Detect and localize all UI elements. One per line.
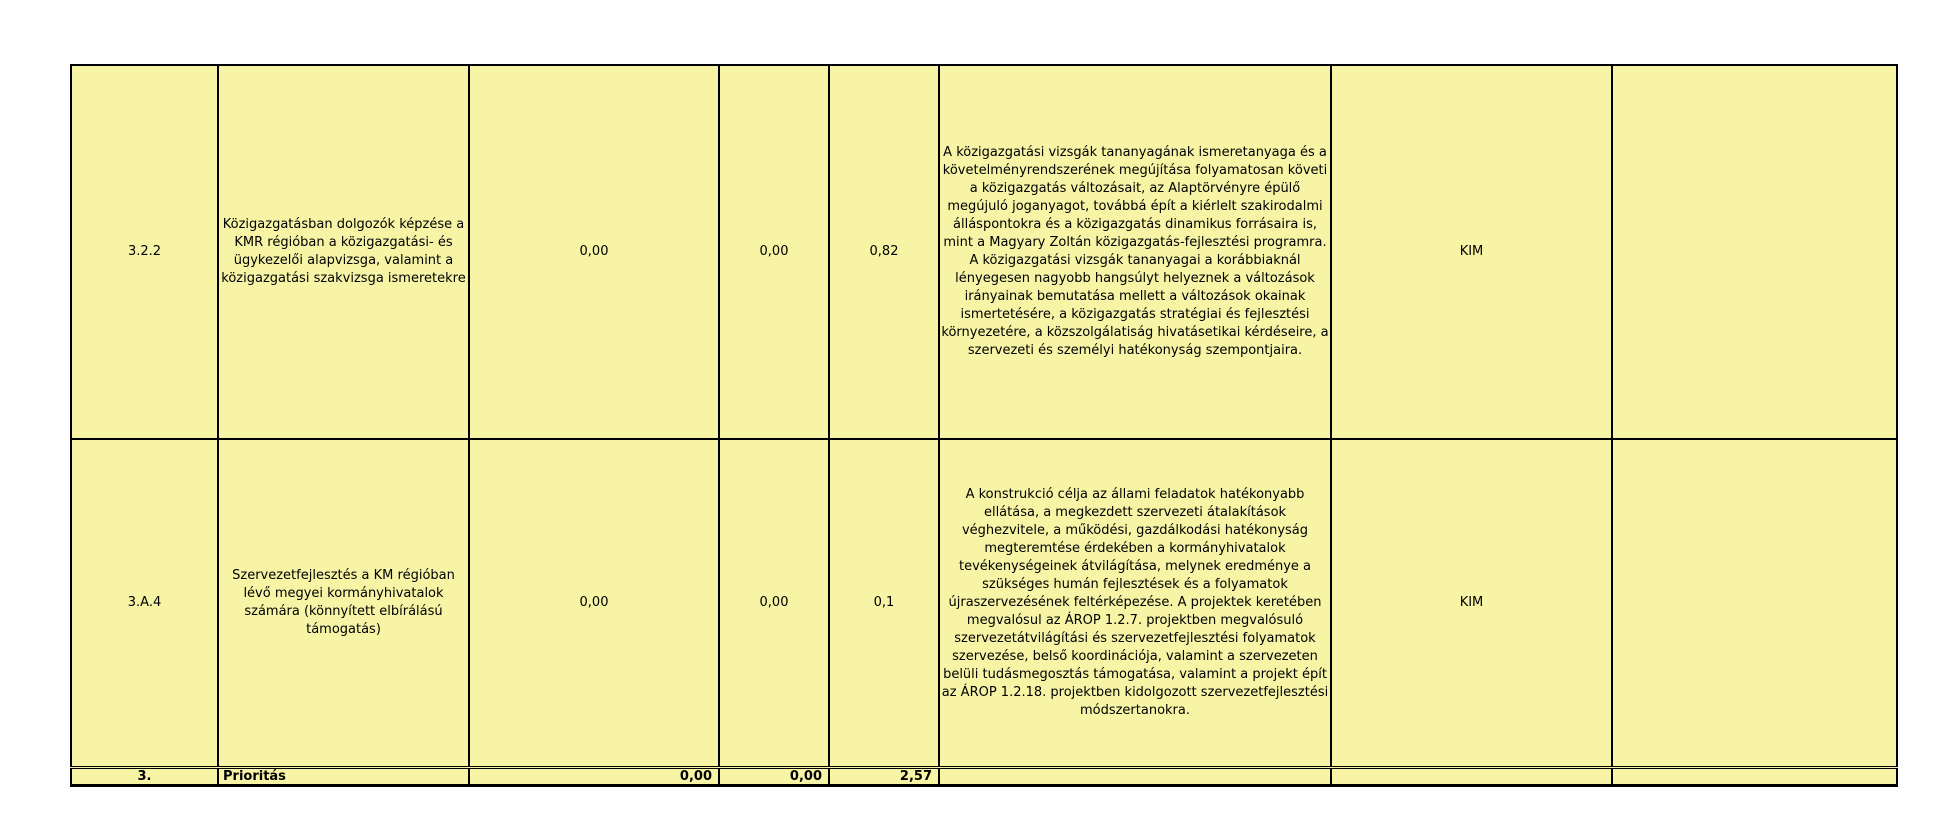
row-value-1: 0,00 [469, 65, 719, 439]
row-note [1612, 65, 1897, 439]
row-note [1612, 439, 1897, 768]
total-empty-1 [939, 768, 1331, 786]
row-code: 3.2.2 [71, 65, 218, 439]
row-description: A konstrukció célja az állami feladatok hatékonyabb ellátása, a megkezdett szervezeti átalakítások véghezvitele, a működési, gazdálkodási hatékonyság megteremtése érdekében a kormányhivatalok tevékenységeinek átvilágítása, melynek eredménye a szükséges humán fejlesztések és a folyamatok újraszervezésének feltérképezése. A projektek keretében megvalósul az ÁROP 1.2.7. projektben megvalósuló szervezetátvilágítási és szervezetfejlesztési folyamatok szervezése, belső koordinációja, valamint a szervezeten belüli tudásmegosztás támogatása, valamint a projekt épít az ÁROP 1.2.18. projektben kidolgozott szervezetfejlesztési módszertanokra. [939, 439, 1331, 768]
total-value-2: 0,00 [719, 768, 829, 786]
row-name: Szervezetfejlesztés a KM régióban lévő megyei kormányhivatalok számára (könnyített elbírálású támogatás) [218, 439, 469, 768]
row-name: Közigazgatásban dolgozók képzése a KMR régióban a közigazgatási- és ügykezelői alapvizsga, valamint a közigazgatási szakvizsga ismeretekre [218, 65, 469, 439]
row-code: 3.A.4 [71, 439, 218, 768]
row-value-3: 0,82 [829, 65, 939, 439]
row-value-2: 0,00 [719, 65, 829, 439]
total-value-3: 2,57 [829, 768, 939, 786]
row-owner: KIM [1331, 439, 1612, 768]
priority-table [70, 64, 1898, 787]
row-value-1: 0,00 [469, 439, 719, 768]
row-description: A közigazgatási vizsgák tananyagának ismeretanyaga és a követelményrendszerének megújítása folyamatosan követi a közigazgatás változásait, az Alaptörvényre épülő megújuló joganyagot, továbbá épít a kiérlelt szakirodalmi álláspontokra és a közigazgatás dinamikus forrásaira is, mint a Magyary Zoltán közigazgatás-fejlesztési programra. A közigazgatási vizsgák tananyagai a korábbiaknál lényegesen nagyobb hangsúlyt helyeznek a változások irányainak bemutatása mellett a változások okainak ismertetésére, a közigazgatás stratégiai és fejlesztési környezetére, a közszolgálatiság hivatásetikai kérdéseire, a szervezeti és személyi hatékonyság szempontjaira. [939, 65, 1331, 439]
row-value-3: 0,1 [829, 439, 939, 768]
row-value-2: 0,00 [719, 439, 829, 768]
total-row [71, 768, 1897, 786]
table-row [71, 65, 1897, 439]
row-owner: KIM [1331, 65, 1612, 439]
total-empty-3 [1612, 768, 1897, 786]
total-code: 3. [71, 768, 218, 786]
total-empty-2 [1331, 768, 1612, 786]
total-name: Prioritás [218, 768, 469, 786]
table-row [71, 439, 1897, 768]
total-value-1: 0,00 [469, 768, 719, 786]
